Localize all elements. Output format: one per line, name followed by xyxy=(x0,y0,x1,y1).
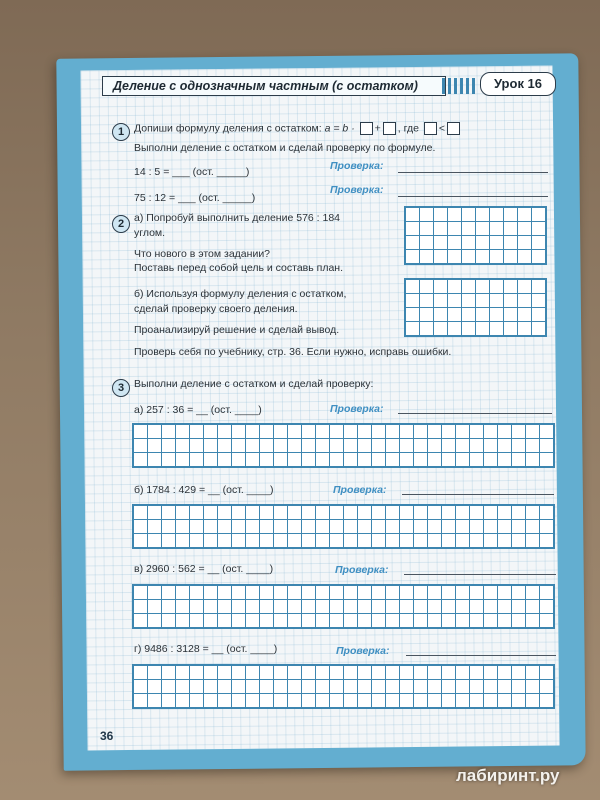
task-3b-check-line[interactable] xyxy=(402,494,554,495)
watermark-logo: лабиринт.ру xyxy=(456,766,560,785)
task-2-question-2: Поставь перед собой цель и составь план. xyxy=(134,262,344,274)
task-2-verify-text: Проверь себя по учебнику, стр. 36. Если нужно, исправь ошибки. xyxy=(134,346,452,358)
task-3b-check-label: Проверка: xyxy=(333,484,387,496)
task-3g-text: г) 9486 : 3128 = __ (ост. ____) xyxy=(134,643,278,655)
task-2-number: 2 xyxy=(112,215,130,233)
task-1-check-line-1[interactable] xyxy=(398,172,548,173)
task-3-number: 3 xyxy=(112,379,130,397)
task-1-number: 1 xyxy=(112,123,130,141)
task-2b-text-2: сделай проверку своего деления. xyxy=(134,303,298,315)
formula-box-3[interactable] xyxy=(424,122,437,135)
task-3a-check-label: Проверка: xyxy=(330,403,384,415)
task-1-instruction-text: Допиши формулу деления с остатком: xyxy=(134,122,322,135)
task-2-question-1: Что нового в этом задании? xyxy=(134,248,271,260)
page-title: Деление с однозначным частным (с остатком) xyxy=(102,76,446,96)
task-1-check-label-2: Проверка: xyxy=(330,184,384,196)
task-3a-text: а) 257 : 36 = __ (ост. ____) xyxy=(134,404,262,416)
page-number: 36 xyxy=(100,729,114,743)
task-1-check-label-1: Проверка: xyxy=(330,160,384,172)
task-2a-grid[interactable] xyxy=(404,206,547,265)
task-1-instruction xyxy=(134,122,462,135)
task-3-instruction: Выполни деление с остатком и сделай проверку: xyxy=(134,378,374,390)
task-3g-check-line[interactable] xyxy=(406,655,556,656)
task-3v-check-line[interactable] xyxy=(404,574,556,575)
task-2b-text-1: б) Используя формулу деления с остатком, xyxy=(134,288,347,300)
task-1-check-line-2[interactable] xyxy=(398,196,548,197)
task-1-instruction-2: Выполни деление с остатком и сделай проверку по формуле. xyxy=(134,142,436,154)
task-3v-check-label: Проверка: xyxy=(335,564,389,576)
task-3v-grid[interactable] xyxy=(132,584,555,629)
formula-plus: + xyxy=(374,122,381,135)
task-3b-grid[interactable] xyxy=(132,504,555,549)
formula-where: , где xyxy=(397,122,419,135)
formula-box-2[interactable] xyxy=(383,122,396,135)
task-3b-text: б) 1784 : 429 = __ (ост. ____) xyxy=(134,484,274,496)
formula-box-4[interactable] xyxy=(447,122,460,135)
task-1-example-1: 14 : 5 = ___ (ост. _____) xyxy=(134,166,250,178)
task-2a-text-1: а) Попробуй выполнить деление 576 : 184 xyxy=(134,212,341,224)
task-3v-text: в) 2960 : 562 = __ (ост. ____) xyxy=(134,563,274,575)
task-3a-check-line[interactable] xyxy=(398,413,552,414)
page-header xyxy=(96,70,556,98)
lesson-badge: Урок 16 xyxy=(480,72,556,96)
task-3a-grid[interactable] xyxy=(132,423,555,468)
formula-box-1[interactable] xyxy=(360,122,373,135)
task-2b-text-3: Проанализируй решение и сделай вывод. xyxy=(134,324,340,336)
header-stripes xyxy=(442,78,478,94)
task-1-formula: a = b · xyxy=(324,122,355,135)
task-1-example-2: 75 : 12 = ___ (ост. _____) xyxy=(134,192,256,204)
task-2a-text-2: углом. xyxy=(134,227,166,239)
task-3g-check-label: Проверка: xyxy=(336,645,390,657)
task-2b-grid[interactable] xyxy=(404,278,547,337)
formula-less: < xyxy=(438,122,445,135)
task-3g-grid[interactable] xyxy=(132,664,555,709)
